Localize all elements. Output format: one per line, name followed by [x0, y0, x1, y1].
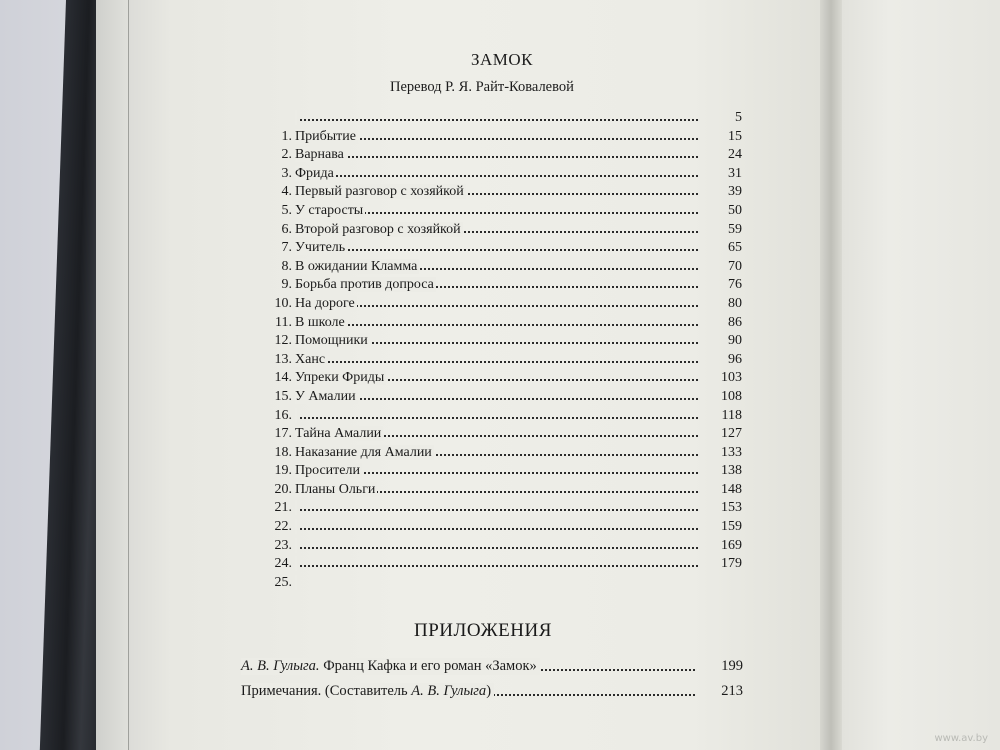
toc-row — [260, 222, 750, 241]
leader-dots — [295, 547, 698, 549]
leader-dots — [295, 509, 698, 511]
chapter-title: Варнава — [295, 147, 344, 163]
page-number: 5 — [735, 110, 742, 125]
appendix-entry-text: Примечания. (Составитель А. В. Гулыга) — [241, 683, 494, 700]
leader-dots — [295, 565, 698, 567]
toc-row — [260, 556, 750, 575]
toc-row — [260, 110, 750, 129]
chapter-title: Наказание для Амалии — [295, 444, 432, 460]
chapter-title: У Амалии — [295, 388, 356, 404]
toc-row — [260, 129, 750, 148]
chapter-number: 2. — [281, 147, 292, 163]
page-number: 76 — [728, 277, 742, 293]
chapter-title: На дороге — [295, 295, 355, 311]
chapter-number: 13. — [274, 351, 292, 367]
toc-row — [260, 277, 750, 296]
page-number: 169 — [721, 537, 742, 553]
toc-row — [260, 166, 750, 185]
toc-row — [260, 408, 750, 427]
chapter-number: 9. — [281, 277, 292, 293]
table-of-contents — [260, 110, 750, 593]
page-gutter — [820, 0, 842, 750]
watermark: www.av.by — [934, 733, 988, 744]
chapter-number: 23. — [274, 537, 292, 553]
appendix-entry-notes — [241, 683, 751, 703]
chapter-number: 3. — [281, 165, 292, 181]
toc-row — [260, 482, 750, 501]
page-number: 59 — [728, 221, 742, 237]
chapter-title: Второй разговор с хозяйкой — [295, 221, 461, 237]
appendix-title: ПРИЛОЖЕНИЯ — [414, 620, 552, 641]
page-number: 127 — [721, 426, 742, 442]
page-number: 70 — [728, 258, 742, 274]
chapter-title — [295, 575, 297, 591]
chapter-number: 21. — [274, 500, 292, 516]
toc-row — [260, 370, 750, 389]
chapter-title: Планы Ольги — [295, 481, 376, 497]
page-number: 138 — [721, 463, 742, 479]
chapter-title: Ханс — [295, 351, 326, 367]
chapter-number: 10. — [274, 295, 292, 311]
leader-dots — [295, 156, 698, 158]
page-number: 108 — [721, 388, 742, 404]
page-number: 90 — [728, 333, 742, 349]
toc-row — [260, 147, 750, 166]
chapter-title: Тайна Амалии — [295, 426, 382, 442]
toc-row — [260, 184, 750, 203]
leader-dots — [295, 175, 698, 177]
page-number: 159 — [721, 519, 742, 535]
toc-row — [260, 203, 750, 222]
chapter-title: В школе — [295, 314, 345, 330]
toc-row — [260, 519, 750, 538]
page-number: 65 — [728, 240, 742, 256]
chapter-title: Прибытие — [295, 128, 356, 144]
chapter-number: 17. — [274, 426, 292, 442]
chapter-number: 25. — [274, 574, 292, 590]
chapter-number: 24. — [274, 556, 292, 572]
chapter-title — [295, 538, 297, 554]
chapter-title: Просители — [295, 463, 360, 479]
chapter-number: 8. — [281, 258, 292, 274]
translator-line: Перевод Р. Я. Райт-Ковалевой — [390, 79, 574, 95]
page-number: 199 — [721, 658, 743, 674]
toc-row — [260, 315, 750, 334]
chapter-title: Упреки Фриды — [295, 370, 385, 386]
toc-row — [260, 445, 750, 464]
page-number: 148 — [721, 481, 742, 497]
chapter-number: 5. — [281, 202, 292, 218]
chapter-number: 19. — [274, 463, 292, 479]
page-number: 213 — [721, 683, 743, 699]
chapter-title — [295, 500, 297, 516]
chapter-number: 15. — [274, 388, 292, 404]
toc-row — [260, 463, 750, 482]
chapter-number: 6. — [281, 221, 292, 237]
page-number: 86 — [728, 314, 742, 330]
page-number: 39 — [728, 184, 742, 200]
page-number: 153 — [721, 500, 742, 516]
leader-dots — [295, 417, 698, 419]
chapter-title — [295, 110, 297, 126]
toc-row — [260, 389, 750, 408]
leader-dots — [295, 119, 698, 121]
leader-dots — [295, 528, 698, 530]
page-number: 15 — [728, 128, 742, 144]
page-number: 96 — [728, 351, 742, 367]
page-number: 24 — [728, 147, 742, 163]
page-number: 31 — [728, 165, 742, 181]
appendix-entry-text: А. В. Гулыга. Франц Кафка и его роман «Замок» — [241, 658, 540, 675]
next-page — [842, 0, 1000, 750]
chapter-title — [295, 519, 297, 535]
chapter-title — [295, 408, 297, 424]
toc-row — [260, 575, 750, 594]
leader-dots — [295, 249, 698, 251]
page-title: ЗАМОК — [470, 50, 534, 69]
leader-dots — [295, 324, 698, 326]
chapter-title — [295, 556, 297, 572]
toc-row — [260, 500, 750, 519]
page-number: 133 — [721, 444, 742, 460]
chapter-number: 11. — [275, 314, 292, 330]
chapter-number: 14. — [274, 370, 292, 386]
page-number: 103 — [721, 370, 742, 386]
chapter-title: В ожидании Кламма — [295, 258, 418, 274]
chapter-number: 4. — [281, 184, 292, 200]
chapter-title: У старосты — [295, 202, 364, 218]
chapter-title: Учитель — [295, 240, 346, 256]
chapter-number: 18. — [274, 444, 292, 460]
toc-row — [260, 240, 750, 259]
chapter-number: 22. — [274, 519, 292, 535]
chapter-title: Помощники — [295, 333, 368, 349]
toc-row — [260, 426, 750, 445]
chapter-number: 7. — [281, 240, 292, 256]
chapter-title: Борьба против допроса — [295, 277, 434, 293]
chapter-number: 12. — [274, 333, 292, 349]
toc-row — [260, 296, 750, 315]
page-number: 118 — [721, 407, 742, 423]
toc-row — [260, 538, 750, 557]
chapter-title: Первый разговор с хозяйкой — [295, 184, 464, 200]
leader-dots — [295, 361, 698, 363]
chapter-number: 20. — [274, 481, 292, 497]
chapter-title: Фрида — [295, 165, 334, 181]
page-number: 50 — [728, 202, 742, 218]
toc-row — [260, 259, 750, 278]
chapter-number: 1. — [281, 128, 292, 144]
toc-row — [260, 352, 750, 371]
page-number: 80 — [728, 295, 742, 311]
appendix-entry-essay — [241, 658, 751, 678]
toc-row — [260, 333, 750, 352]
chapter-number: 16. — [274, 407, 292, 423]
page-number: 179 — [721, 556, 742, 572]
